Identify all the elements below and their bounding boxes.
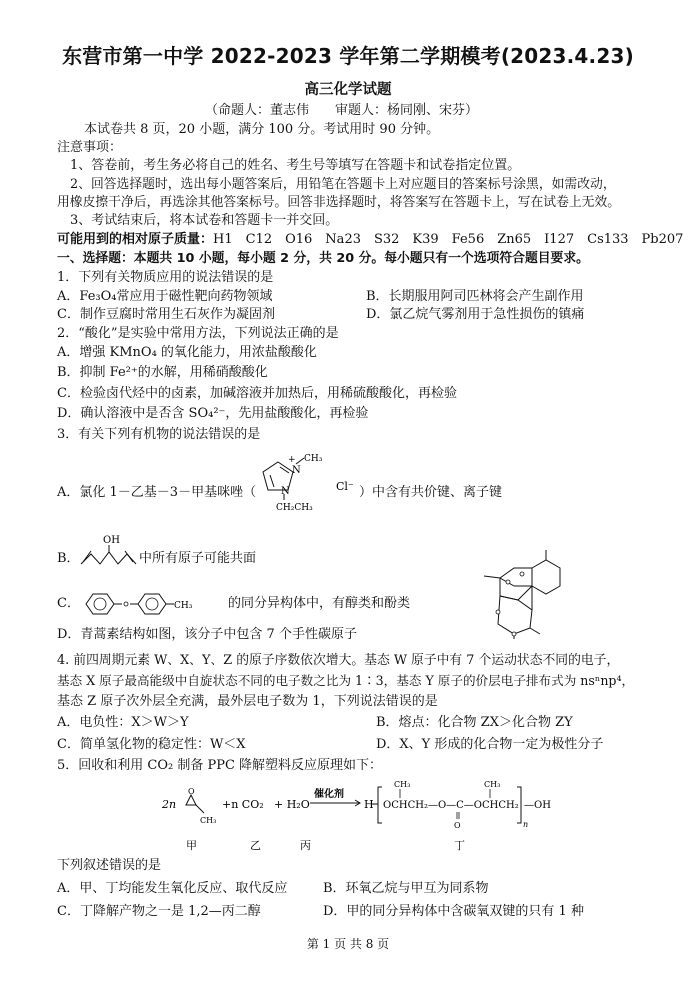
q4-option-d: D．X、Y 形成的化合物一定为极性分子 (376, 737, 604, 752)
end-oh: —OH (524, 800, 551, 811)
q5-option-a: A．甲、丁均能发生氧化反应、取代反应 (57, 881, 288, 896)
q5-option-d: D．甲的同分异构体中含碳氧双键的只有 1 种 (323, 904, 584, 919)
plus-h2o: + H₂O (274, 798, 310, 811)
page-footer: 第 1 页 共 8 页 (306, 937, 390, 951)
label-ding: 丁 (454, 839, 465, 852)
section-1-heading: 一、选择题：本题共 10 小题，每小题 2 分，共 20 分。每小题只有一个选项符合题目要求。 (57, 251, 589, 266)
imid-ethyl: CH₂CH₃ (276, 503, 313, 513)
q5-lead: 下列叙述错误的是 (57, 858, 162, 873)
q1-option-b: B．长期服用阿司匹林将会产生副作用 (366, 289, 584, 304)
q5-option-b: B．环氧乙烷与甲互为同系物 (323, 881, 489, 896)
q3-option-b-suffix: 中所有原子可能共面 (139, 551, 257, 566)
q3-option-a-prefix: A．氯化 1－乙基－3－甲基咪唑（ (57, 485, 257, 500)
q3-option-c-suffix: 的同分异构体中，有醇类和酚类 (228, 596, 411, 611)
carbonyl-o: O (454, 821, 461, 830)
q4-option-c: C．简单氢化物的稳定性：W＜X (57, 737, 246, 752)
atomic-masses-label: 可能用到的相对原子质量： (57, 232, 214, 247)
epoxide-ch3: CH₃ (200, 816, 217, 825)
q5-option-c: C．丁降解产物之一是 1,2—丙二醇 (57, 904, 261, 919)
polymer-chain: OCHCH₂—O—C—OCHCH₂ (383, 800, 519, 811)
q1-stem: 1．下列有关物质应用的说法错误的是 (57, 270, 274, 285)
notice-heading: 注意事项： (57, 140, 123, 155)
chain-ch3-right: CH₃ (484, 780, 501, 789)
intro-line: 本试卷共 8 页，20 小题，满分 100 分。考试用时 90 分钟。 (84, 122, 440, 137)
imid-chloride: Cl⁻ (336, 480, 354, 493)
imid-plus: + (288, 455, 296, 465)
notice-item-2a: 2、回答选择题时，选出每小题答案后，用铅笔在答题卡上对应题目的答案标号涂黑，如需改动， (70, 177, 616, 192)
q1-option-d: D．氯乙烷气雾剂用于急性损伤的镇痛 (366, 307, 585, 322)
notice-item-1: 1、答卷前，考生务必将自己的姓名、考生号等填写在答题卡和试卷指定位置。 (70, 158, 521, 173)
atomic-masses-line (57, 232, 683, 248)
epoxide-o: O (188, 787, 195, 796)
label-bing: 丙 (300, 839, 311, 852)
q4-option-a: A．电负性：X＞W＞Y (57, 715, 189, 730)
q3-option-c-prefix: C． (57, 596, 80, 611)
polymer-n: n (523, 820, 529, 829)
authors-line: （命题人：董志伟 审题人：杨同刚、宋芬） (205, 103, 479, 118)
q2-option-b: B．抑制 Fe²⁺的水解，用稀硝酸酸化 (57, 365, 268, 380)
label-yi: 乙 (250, 839, 261, 852)
q3-stem: 3．有关下列有机物的说法错误的是 (57, 427, 261, 442)
h-start: H (364, 798, 374, 811)
imid-ch3: CH₃ (304, 454, 323, 464)
imid-n1: N (292, 465, 301, 476)
catalyst-label: 催化剂 (314, 789, 344, 800)
q2-option-d: D．确认溶液中是否含 SO₄²⁻，先用盐酸酸化，再检验 (57, 406, 369, 421)
q2-option-a: A．增强 KMnO₄ 的氧化能力，用浓盐酸酸化 (57, 345, 317, 360)
atomic-masses-values: H1 C12 O16 Na23 S32 K39 Fe56 Zn65 I127 Cs133 Pb207 (213, 232, 684, 247)
q1-option-c: C．制作豆腐时常用生石灰作为凝固剂 (57, 307, 275, 322)
imidazolium-structure (250, 450, 354, 513)
plus-co2: +n CO₂ (222, 798, 264, 811)
q4-line-2: 基态 X 原子最高能级中自旋状态不同的电子数之比为 1∶3，基态 Y 原子的价层电子排布式为 nsⁿnp⁴， (57, 673, 635, 688)
exam-subtitle: 高三化学试题 (304, 82, 392, 98)
imid-n3: N (281, 486, 290, 497)
diphenyl-ether-structure (78, 590, 226, 618)
q3-option-d: D．青蒿素结构如图，该分子中包含 7 个手性碳原子 (57, 627, 357, 642)
ppc-reaction-scheme (162, 775, 562, 855)
q4-line-1: 4. 前四周期元素 W、X、Y、Z 的原子序数依次增大。基态 W 原子中有 7 个运动状态不同的电子， (57, 653, 620, 668)
q4-line-3: 基态 Z 原子次外层全充满，最外层电子数为 1，下列说法错误的是 (57, 694, 438, 709)
q4-option-b: B．熔点：化合物 ZX＞化合物 ZY (376, 715, 573, 730)
q3-option-b-prefix: B． (57, 551, 80, 566)
notice-item-3: 3、考试结束后，将本试卷和答题卡一并交回。 (70, 213, 339, 228)
exam-title: 东营市第一中学 2022-2023 学年第二学期模考(2023.4.23) (62, 44, 634, 68)
pentadienol-structure (78, 534, 140, 570)
coef-2n: 2n (162, 798, 177, 811)
q1-option-a: A．Fe₃O₄常应用于磁性靶向药物领域 (57, 289, 273, 304)
label-jia: 甲 (186, 839, 197, 852)
q5-stem: 5．回收和利用 CO₂ 制备 PPC 降解塑料反应原理如下： (57, 758, 383, 773)
q2-stem: 2．“酸化”是实验中常用方法，下列说法正确的是 (57, 326, 339, 341)
diphenyl-ch3: CH₃ (174, 601, 193, 611)
q2-option-c: C．检验卤代烃中的卤素，加碱溶液并加热后，用稀硫酸酸化，再检验 (57, 386, 457, 401)
chain-ch3-left: CH₃ (394, 780, 411, 789)
q3-option-a-suffix: ）中含有共价键、离子键 (359, 485, 503, 500)
artemisinin-structure (470, 548, 576, 640)
notice-item-2b: 用橡皮擦干净后，再选涂其他答案标号。回答非选择题时，将答案写在答题卡上，写在试卷上无效。 (57, 195, 621, 210)
oh-group: OH (103, 535, 120, 546)
